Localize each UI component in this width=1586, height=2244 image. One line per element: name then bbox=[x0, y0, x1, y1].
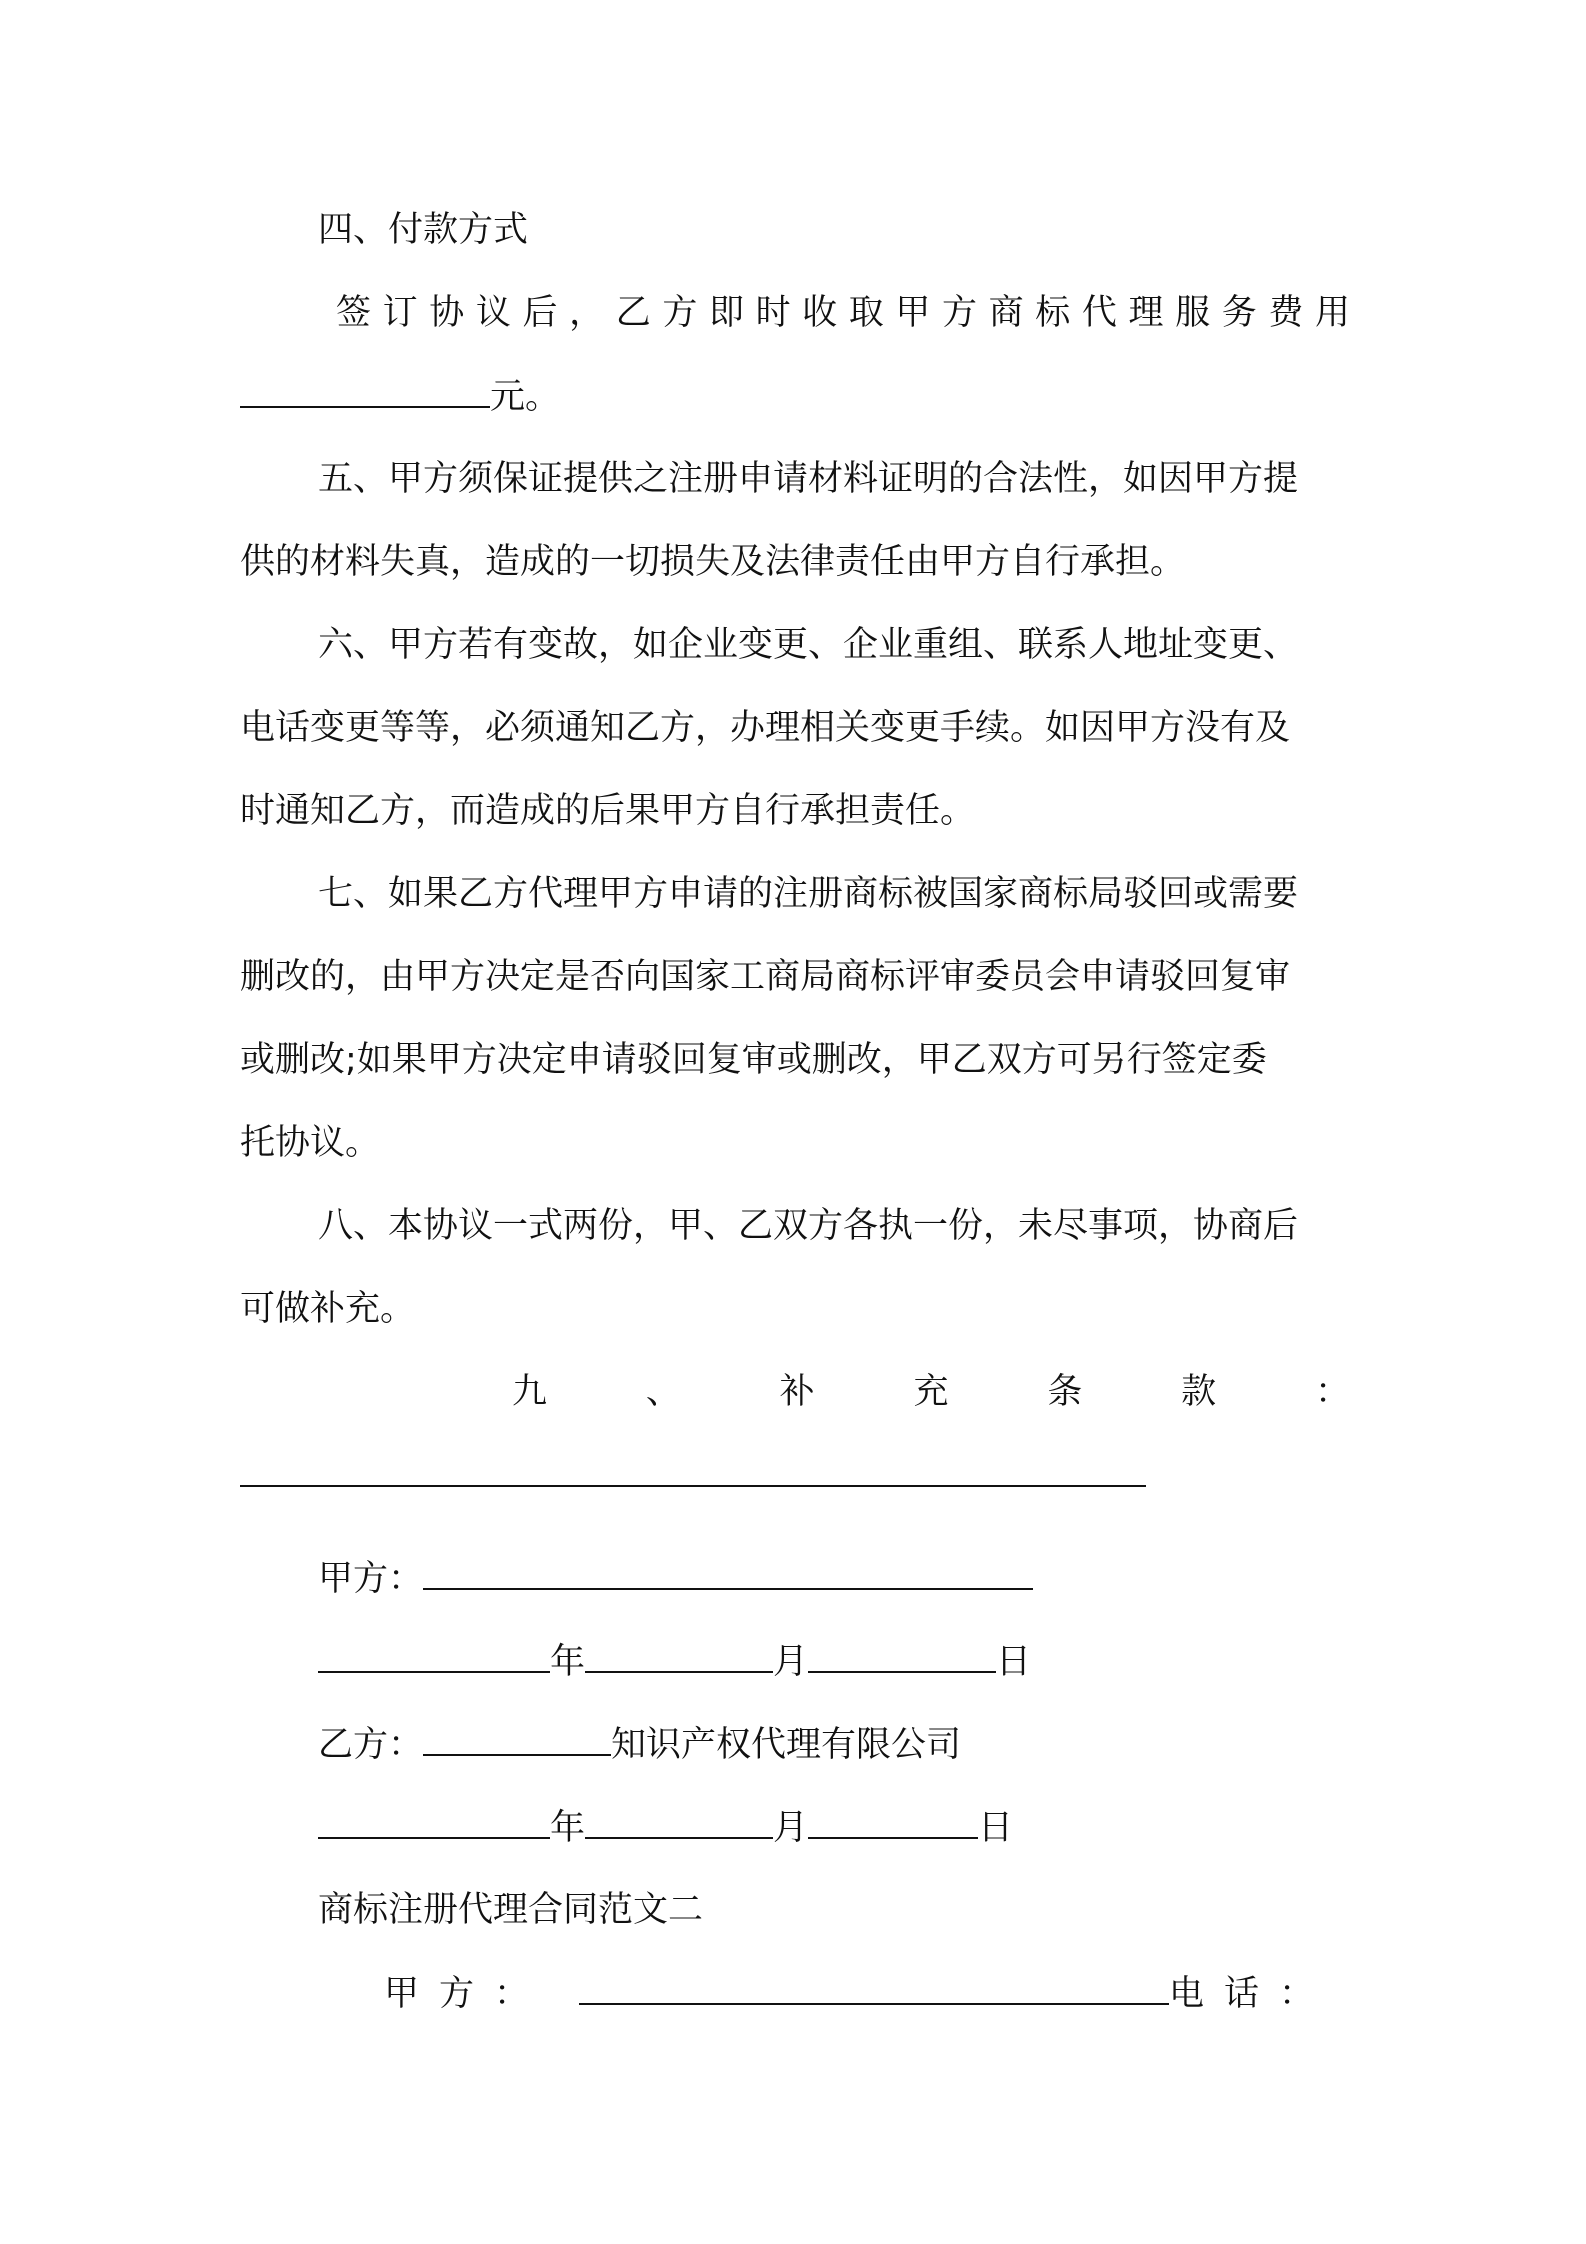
year-label: 年 bbox=[550, 1642, 586, 1682]
supplement-blank-line bbox=[240, 1445, 1350, 1505]
day-blank bbox=[808, 1631, 996, 1673]
section-6-line-1: 六、甲方若有变故，如企业变更、企业重组、联系人地址变更、 bbox=[318, 625, 1299, 665]
template-2-phone-label: 电话： bbox=[1169, 1974, 1335, 2014]
section-7-line-1: 七、如果乙方代理甲方申请的注册商标被国家商标局驳回或需要 bbox=[318, 874, 1299, 914]
year-blank bbox=[318, 1797, 550, 1839]
year-blank bbox=[318, 1631, 550, 1673]
party-a-sign-line bbox=[318, 1548, 1350, 1608]
day-label: 日 bbox=[978, 1808, 1014, 1848]
party-b-blank bbox=[423, 1714, 611, 1756]
section-5-line-2: 供的材料失真，造成的一切损失及法律责任由甲方自行承担。 bbox=[240, 542, 1186, 582]
party-a-date-line bbox=[318, 1631, 1350, 1691]
party-b-sign-line bbox=[318, 1714, 1350, 1774]
year-label: 年 bbox=[550, 1808, 586, 1848]
section-5-line-1: 五、甲方须保证提供之注册申请材料证明的合法性，如因甲方提 bbox=[318, 459, 1299, 499]
party-b-company: 知识产权代理有限公司 bbox=[611, 1725, 962, 1765]
template-2-party-a-blank bbox=[579, 1963, 1169, 2005]
section-4-title: 四、付款方式 bbox=[318, 210, 529, 250]
template-2-party-a-line bbox=[384, 1963, 1350, 2023]
party-b-date-line bbox=[318, 1797, 1350, 1857]
section-4-text: 签订协议后，乙方即时收取甲方商标代理服务费用 bbox=[336, 293, 1350, 333]
section-4-fee-line bbox=[240, 366, 1350, 426]
fee-unit: 元。 bbox=[490, 377, 561, 417]
section-7-line-4: 托协议。 bbox=[240, 1123, 381, 1163]
month-blank bbox=[585, 1631, 773, 1673]
fee-blank bbox=[240, 366, 490, 408]
section-7-line-3: 或删改;如果甲方决定申请驳回复审或删改，甲乙双方可另行签定委 bbox=[240, 1040, 1267, 1080]
section-7-line-2: 删改的，由甲方决定是否向国家工商局商标评审委员会申请驳回复审 bbox=[240, 957, 1291, 997]
party-a-blank bbox=[423, 1548, 1033, 1590]
day-label: 日 bbox=[996, 1642, 1032, 1682]
party-a-label: 甲方： bbox=[318, 1559, 424, 1599]
template-2-title: 商标注册代理合同范文二 bbox=[318, 1890, 704, 1930]
month-label: 月 bbox=[773, 1642, 809, 1682]
party-b-label: 乙方： bbox=[318, 1725, 424, 1765]
section-9-title: 九、补充条款： bbox=[512, 1372, 1350, 1412]
section-6-line-2: 电话变更等等，必须通知乙方，办理相关变更手续。如因甲方没有及 bbox=[240, 708, 1291, 748]
section-8-line-2: 可做补充。 bbox=[240, 1289, 416, 1329]
day-blank bbox=[808, 1797, 978, 1839]
section-8-line-1: 八、本协议一式两份，甲、乙双方各执一份，未尽事项，协商后 bbox=[318, 1206, 1299, 1246]
supplement-blank bbox=[240, 1445, 1146, 1487]
month-blank bbox=[585, 1797, 773, 1839]
month-label: 月 bbox=[773, 1808, 809, 1848]
section-6-line-3: 时通知乙方，而造成的后果甲方自行承担责任。 bbox=[240, 791, 976, 831]
template-2-party-a-label: 甲方： bbox=[384, 1974, 550, 2014]
